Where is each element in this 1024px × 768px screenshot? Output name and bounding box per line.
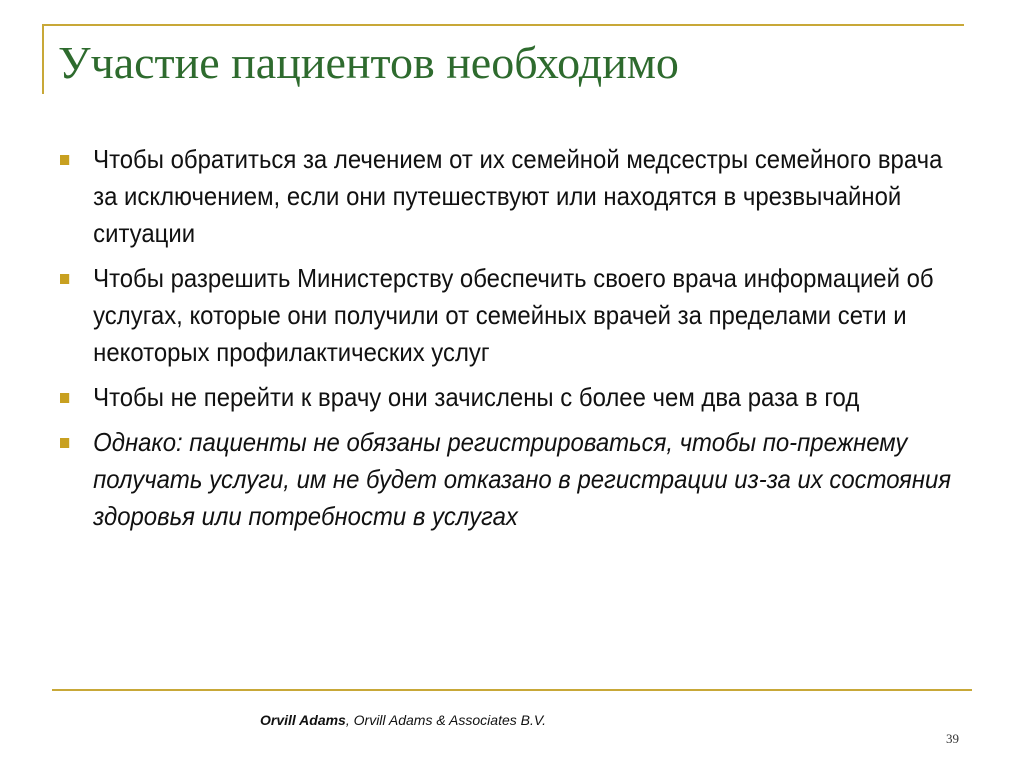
title-frame-top-line [42,24,964,26]
bullet-item [60,141,958,252]
bullet-item [60,379,958,416]
title-frame-left-line [42,24,44,94]
bullet-text: Однако: пациенты не обязаны регистрироваться, чтобы по-прежнему получать услуги, им не будет отказано в регистрации из-за их состояния здоровья или потребности в услугах [93,427,952,531]
bullet-text: Чтобы не перейти к врачу они зачислены с более чем два раза в год [93,382,860,412]
square-bullet-icon [60,274,69,284]
footer-author: Orvill Adams [260,712,346,728]
bullet-item [60,424,958,535]
bullet-text: Чтобы разрешить Министерству обеспечить своего врача информацией об услугах, которые они получили от семейных врачей за пределами сети и некоторых профилактических услуг [93,263,934,367]
slide-title: Участие пациентов необходимо [58,37,679,88]
footer-divider [52,689,972,691]
footer-credit [260,712,546,728]
page-number: 39 [946,731,959,746]
square-bullet-icon [60,155,69,165]
footer-company: , Orvill Adams & Associates B.V. [345,712,547,728]
bullet-item [60,260,958,371]
bullet-text: Чтобы обратиться за лечением от их семейной медсестры семейного врача за исключением, если они путешествуют или находятся в чрезвычайной ситуации [93,144,943,248]
bullet-list [60,141,960,543]
square-bullet-icon [60,393,69,403]
square-bullet-icon [60,438,69,448]
